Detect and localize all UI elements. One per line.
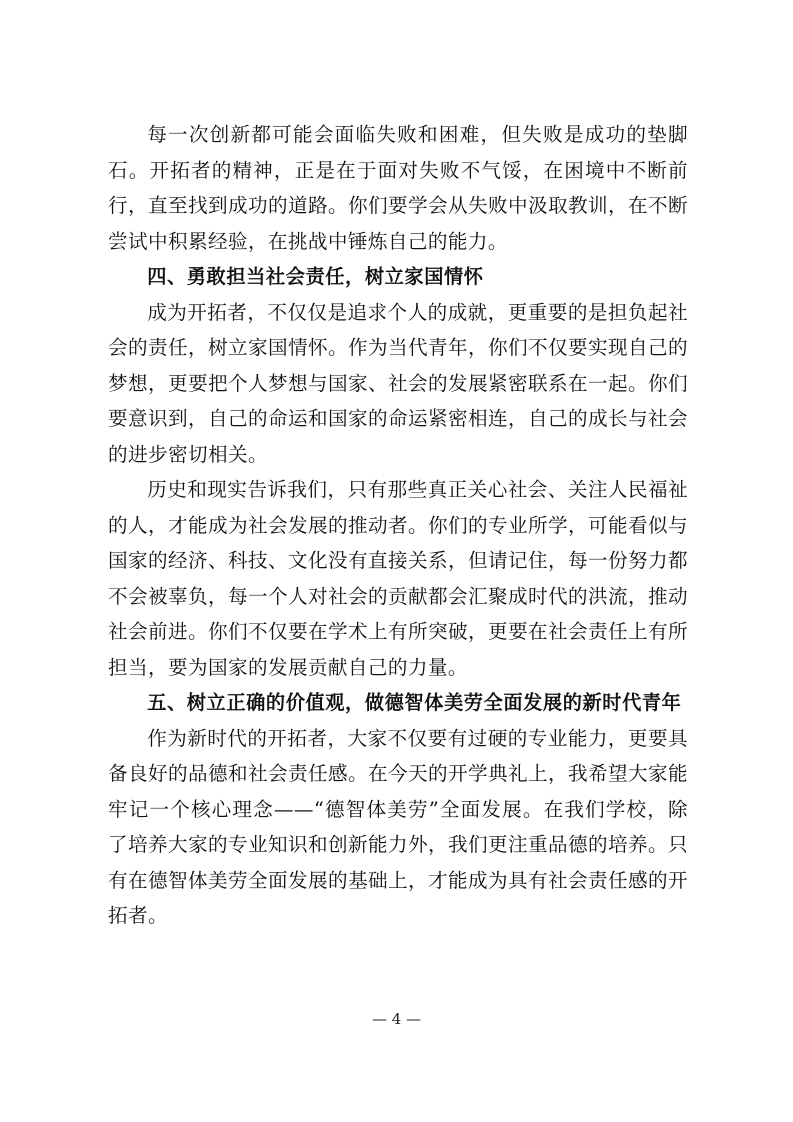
paragraph-values: 作为新时代的开拓者，大家不仅要有过硬的专业能力，更要具备良好的品德和社会责任感。在今天的开学典礼上，我希望大家能牢记一个核心理念——“德智体美劳”全面发展。在我们学校，除了培养大家的专业知识和创新能力外，我们更注重品德的培养。只有在德智体美劳全面发展的基础上，才能成为具有社会责任感的开拓者。	[108, 726, 688, 927]
document-body	[108, 117, 688, 934]
paragraph-failure-stepping-stone: 每一次创新都可能会面临失败和困难，但失败是成功的垫脚石。开拓者的精神，正是在于面对失败不气馁，在困境中不断前行，直至找到成功的道路。你们要学会从失败中汲取教训，在不断尝试中积累经验，在挑战中锤炼自己的能力。	[108, 123, 688, 253]
paragraph-history-reality: 历史和现实告诉我们，只有那些真正关心社会、关注人民福祉的人，才能成为社会发展的推动者。你们的专业所学，可能看似与国家的经济、科技、文化没有直接关系，但请记住，每一份努力都不会被辜负，每一个人对社会的贡献都会汇聚成时代的洪流，推动社会前进。你们不仅要在学术上有所突破，更要在社会责任上有所担当，要为国家的发展贡献自己的力量。	[108, 478, 688, 679]
section-heading-four: 四、勇敢担当社会责任，树立家国情怀	[147, 265, 484, 288]
section-heading-five: 五、树立正确的价值观，做德智体美劳全面发展的新时代青年	[147, 691, 682, 714]
page-number: — 4 —	[371, 1010, 422, 1028]
paragraph-social-responsibility: 成为开拓者，不仅仅是追求个人的成就，更重要的是担负起社会的责任，树立家国情怀。作为当代青年，你们不仅要实现自己的梦想，更要把个人梦想与国家、社会的发展紧密联系在一起。你们要意识到，自己的命运和国家的命运紧密相连，自己的成长与社会的进步密切相关。	[108, 300, 688, 466]
